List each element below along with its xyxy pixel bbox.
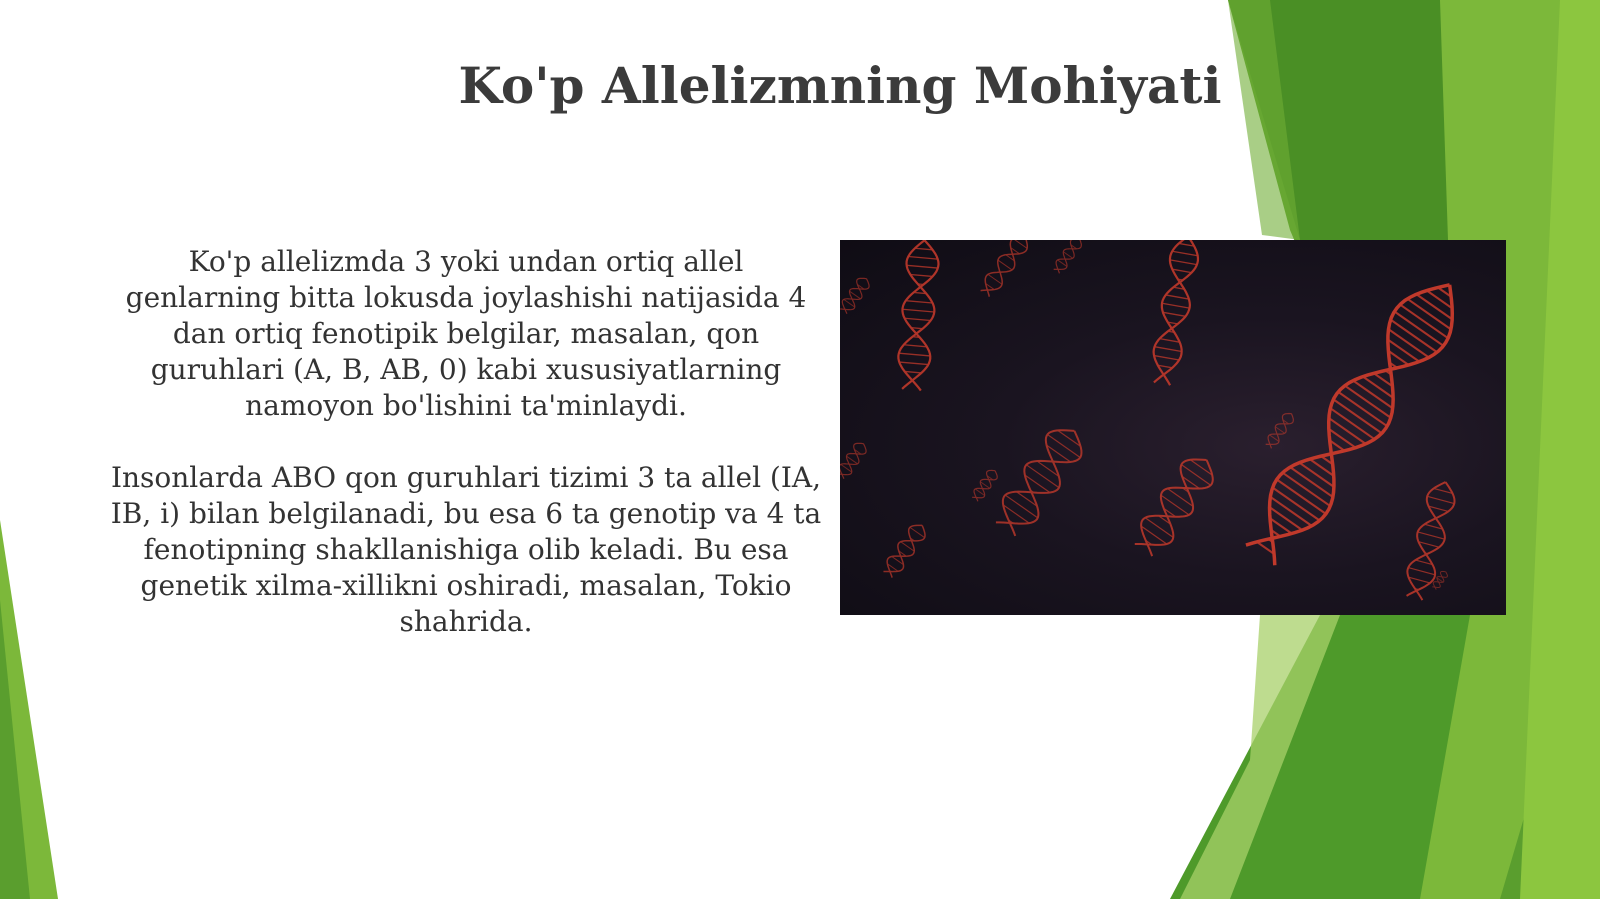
slide-title: Ko'p Allelizmning Mohiyati [458,56,1222,115]
dna-helix-strand [1129,450,1222,561]
dna-helix-strand [840,440,869,481]
dna-helix-strand [880,520,929,579]
dna-helix-strand [970,467,1000,503]
dna-helix-strand [978,240,1033,299]
dna-helix-strand [840,275,872,316]
dna-helix-image [840,240,1506,615]
dna-helix-icon [840,240,1506,615]
body-text [108,244,824,640]
paragraph-abo-blood-groups: Insonlarda ABO qon guruhlari tizimi 3 ta allel (IA, IB, i) bilan belgilanadi, bu esa 6 ta genotip va 4 ta fenotipning shakllanishiga olib keladi. Bu esa genetik xilma-xillikni oshiradi, masalan, Tokio shahrida. [110,461,822,638]
dna-helix-strand [1401,478,1459,601]
dna-helix-strand [896,240,941,391]
dna-helix-strand [1052,240,1085,275]
paragraph-multiple-allelism: Ko'p allelizmda 3 yoki undan ortiq allel genlarning bitta lokusda joylashishi natijasida 4 dan ortiq fenotipik belgilar, masalan, qon guruhlari (A, B, AB, 0) kabi xususiyatlarning namoyon bo'lishini ta'minlaydi. [125,245,807,422]
dna-helix-strand [1236,268,1474,573]
dna-helix-strand [989,419,1091,540]
dna-helix-strand [1264,410,1297,450]
dna-helix-strand [1148,240,1202,386]
paragraph-spacer [108,424,824,460]
